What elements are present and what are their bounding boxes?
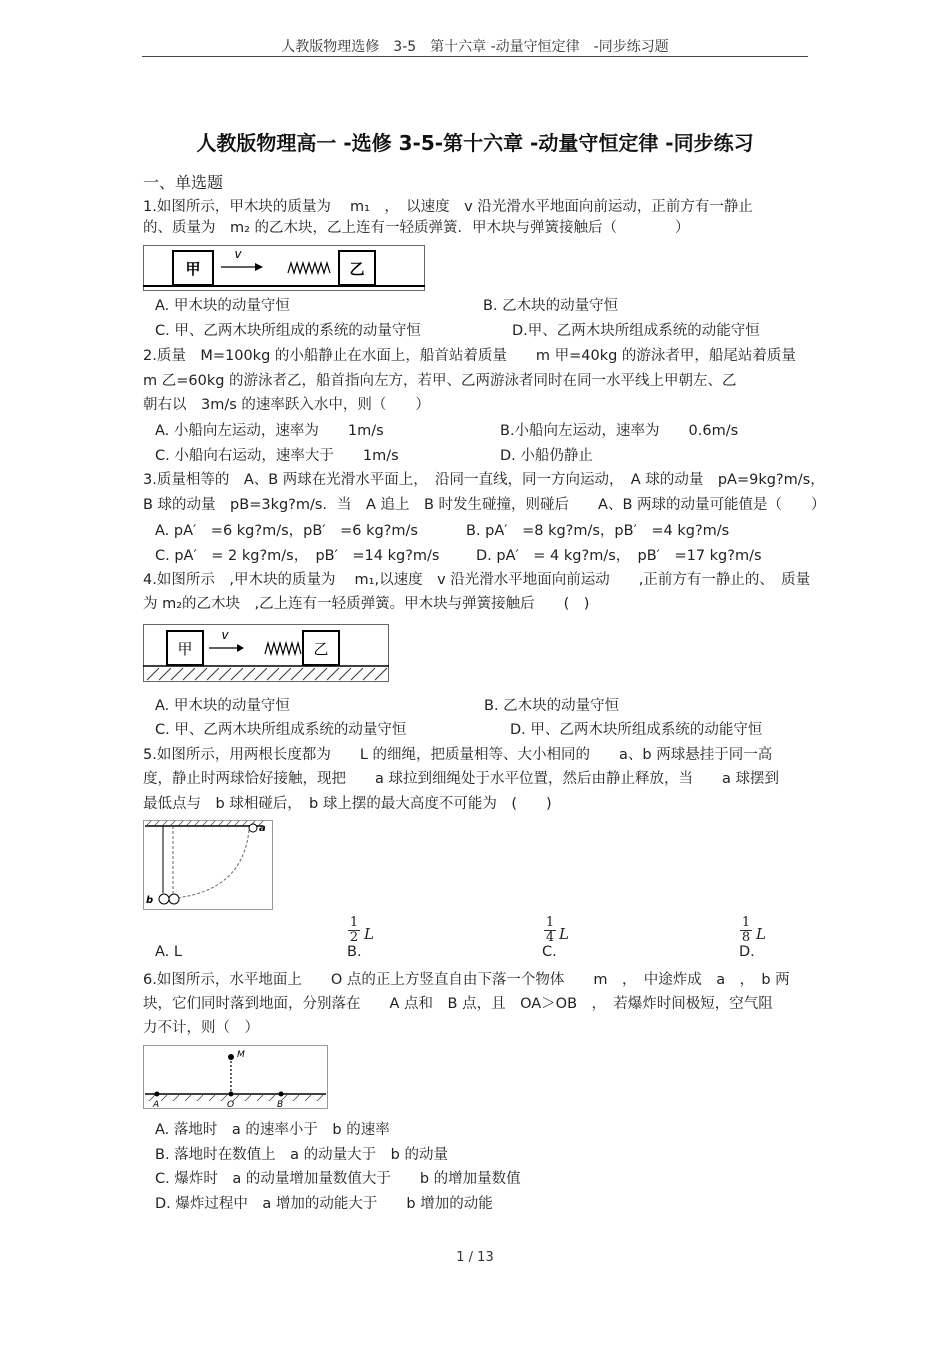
q5-option-d: D. [739,944,755,960]
q5-option-c: C. [542,944,557,960]
q6-point-a-label: A [153,1100,160,1109]
q4-option-b: B. 乙木块的动量守恒 [484,698,620,714]
q4-line-1: 4.如图所示 ,甲木块的质量为 m₁,以速度 v 沿光滑水平地面向前运动 ,正前方有一静止的、 质量 [143,572,811,588]
q2-line-1: 2.质量 M=100kg 的小船静止在水面上，船首站着质量 m 甲=40kg 的游泳者甲，船尾站着质量 [143,348,796,364]
section-heading: 一、单选题 [143,173,224,192]
q5-option-c-l: L [559,925,569,943]
q5-option-d-l: L [756,925,766,943]
q1-option-a: A. 甲木块的动量守恒 [155,298,290,314]
q5-line-1: 5.如图所示，用两根长度都为 L 的细绳，把质量相等、大小相同的 a、b 两球悬挂于同一高 [143,747,773,763]
q4-block-a-label: 甲 [177,640,193,658]
page-number: 1 / 13 [456,1250,494,1265]
q6-option-d: D. 爆炸过程中 a 增加的动能大于 b 增加的动能 [155,1196,493,1212]
q5-ball-b [159,894,169,904]
q4-block-b-label: 乙 [313,640,329,658]
q6-line-3: 力不计，则（ ） [143,1020,259,1036]
q6-option-b: B. 落地时在数值上 a 的动量大于 b 的动量 [155,1147,448,1163]
q3-option-c: C. pA′ = 2 kg?m/s， pB′ =14 kg?m/s [155,548,440,564]
q5-line-2: 度，静止时两球恰好接触，现把 a 球拉到细绳处于水平位置，然后由静止释放，当 a 球摆到 [143,771,779,787]
q3-option-b: B. pA′ =8 kg?m/s，pB′ =4 kg?m/s [466,523,730,539]
q6-line-1: 6.如图所示，水平地面上 O 点的正上方竖直自由下落一个物体 m ， 中途炸成 a ， b 两 [143,972,790,988]
q4-velocity-label: v [221,628,229,642]
q5-ball-b-label: b [146,895,154,906]
q5-option-a: A. L [155,944,182,960]
q5-option-c-fraction: 1 4 [545,915,555,945]
q4-option-c: C. 甲、乙两木块所组成系统的动量守恒 [155,722,407,738]
q4-option-d: D. 甲、乙两木块所组成系统的动能守恒 [510,722,763,738]
q1-velocity-label: v [234,247,242,261]
q3-option-a: A. pA′ =6 kg?m/s，pB′ =6 kg?m/s [155,523,418,539]
q5-option-d-fraction: 1 8 [741,915,751,945]
q1-option-b: B. 乙木块的动量守恒 [483,298,619,314]
q1-option-d: D.甲、乙两木块所组成系统的动能守恒 [512,323,760,339]
q5-option-b: B. [347,944,362,960]
q5-ball-a [249,824,257,832]
q1-block-b-label: 乙 [349,260,365,278]
q1-line-2: 的、质量为 m₂ 的乙木块，乙上连有一轻质弹簧．甲木块与弹簧接触后（ ） [143,220,690,236]
q1-block-a-label: 甲 [185,260,201,278]
q2-line-2: m 乙=60kg 的游泳者乙，船首指向左方，若甲、乙两游泳者同时在同一水平线上甲朝左、乙 [143,373,737,389]
running-header: 人教版物理选修 3-5 第十六章 -动量守恒定律 -同步练习题 [281,39,669,55]
q6-figure [143,1045,328,1109]
q2-option-b: B.小船向左运动，速率为 0.6m/s [500,423,739,439]
q5-option-b-l: L [364,925,374,943]
q1-option-c: C. 甲、乙两木块所组成的系统的动量守恒 [155,323,421,339]
q5-option-b-fraction: 1 2 [349,915,359,945]
q4-line-2: 为 m₂的乙木块 ,乙上连有一轻质弹簧。甲木块与弹簧接触后 ( ) [143,596,590,612]
q3-option-d: D. pA′ = 4 kg?m/s， pB′ =17 kg?m/s [476,548,762,564]
q5-line-3: 最低点与 b 球相碰后， b 球上摆的最大高度不可能为 ( ) [143,796,552,812]
q3-line-2: B 球的动量 pB=3kg?m/s．当 A 追上 B 时发生碰撞，则碰后 A、B 两球的动量可能值是（ ） [143,497,826,513]
q4-figure [143,624,389,682]
q6-object-label: M [237,1050,245,1060]
q6-object-m [228,1054,234,1060]
q6-point-b-label: B [277,1100,284,1109]
q4-option-a: A. 甲木块的动量守恒 [155,698,290,714]
q1-line-1: 1.如图所示，甲木块的质量为 m₁ ， 以速度 v 沿光滑水平地面向前运动，正前方有一静止 [143,199,753,215]
q6-point-o-label: O [227,1100,235,1109]
q6-option-a: A. 落地时 a 的速率小于 b 的速率 [155,1122,390,1138]
q1-figure [143,245,425,291]
q2-option-d: D. 小船仍静止 [500,448,593,464]
q6-line-2: 块，它们同时落到地面，分别落在 A 点和 B 点，且 OA＞OB ， 若爆炸时间极短，空气阻 [143,996,773,1012]
q5-ball-a-label: a [259,823,266,834]
document-title: 人教版物理高一 -选修 3-5-第十六章 -动量守恒定律 -同步练习 [196,131,754,155]
q2-line-3: 朝右以 3m/s 的速率跃入水中，则（ ） [143,397,430,413]
header-rule [142,56,808,57]
q2-option-c: C. 小船向右运动，速率大于 1m/s [155,448,399,464]
q2-option-a: A. 小船向左运动，速率为 1m/s [155,423,384,439]
q3-line-1: 3.质量相等的 A、B 两球在光滑水平面上， 沿同一直线，同一方向运动， A 球的动量 pA=9kg?m/s， [143,472,825,488]
q5-pendulum-figure [143,820,273,910]
q6-option-c: C. 爆炸时 a 的动量增加量数值大于 b 的增加量数值 [155,1171,521,1187]
